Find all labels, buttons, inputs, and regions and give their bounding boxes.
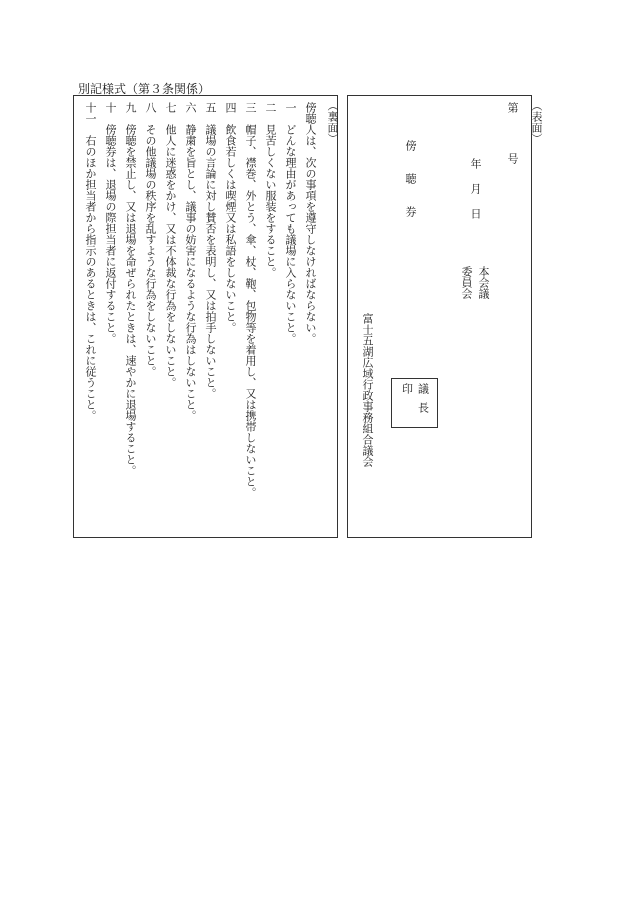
front-side-label: （表面） [530,100,543,144]
assembly-kind-plenary: 本会議 [477,266,490,299]
rule-2: 二 見苦しくない服装をすること。 [264,102,277,278]
assembly-kind-committee: 委員会 [460,266,473,299]
rule-8: 八 その他議場の秩序を乱すような行為をしないこと。 [144,102,157,377]
rule-6: 六 静粛を旨とし、議事の妨害になるような行為はしないこと。 [184,102,197,421]
chairman-seal: 議長印 [400,383,430,421]
issue-date: 年月日 [469,158,482,233]
rule-10: 十 傍聴券は、退場の際担当者に返付すること。 [104,102,117,344]
rule-3: 三 帽子、襟巻、外とう、傘、杖、鞄、包物等を着用し、又は携帯しないこと。 [244,102,257,498]
front-side-frame [347,95,532,538]
rule-1: 一 どんな理由があっても議場に入らないこと。 [284,102,297,344]
ticket-number: 第 号 [506,102,519,170]
rule-9: 九 傍聴を禁止し、又は退場を命ぜられたときは、速やかに退場すること。 [124,102,137,476]
issuer-name: 富士五湖広域行政事務組合議会 [361,313,374,467]
chairman-seal-box [391,378,438,428]
ticket-title: 傍聴券 [404,140,417,239]
rule-5: 五 議場の言論に対し賛否を表明し、又は拍手しないこと。 [204,102,217,399]
rule-4: 四 飲食若しくは喫煙又は私語をしないこと。 [224,102,237,333]
form-title: 別記様式（第３条関係） [78,82,211,96]
back-side-label: （裏面） [326,100,339,144]
rule-7: 七 他人に迷惑をかけ、又は不体裁な行為をしないこと。 [164,102,177,388]
rule-11: 十一 右のほか担当者から指示のあるときは、これに従うこと。 [84,102,97,421]
back-lead-text: 傍聴人は、次の事項を遵守しなければならない。 [304,102,317,344]
